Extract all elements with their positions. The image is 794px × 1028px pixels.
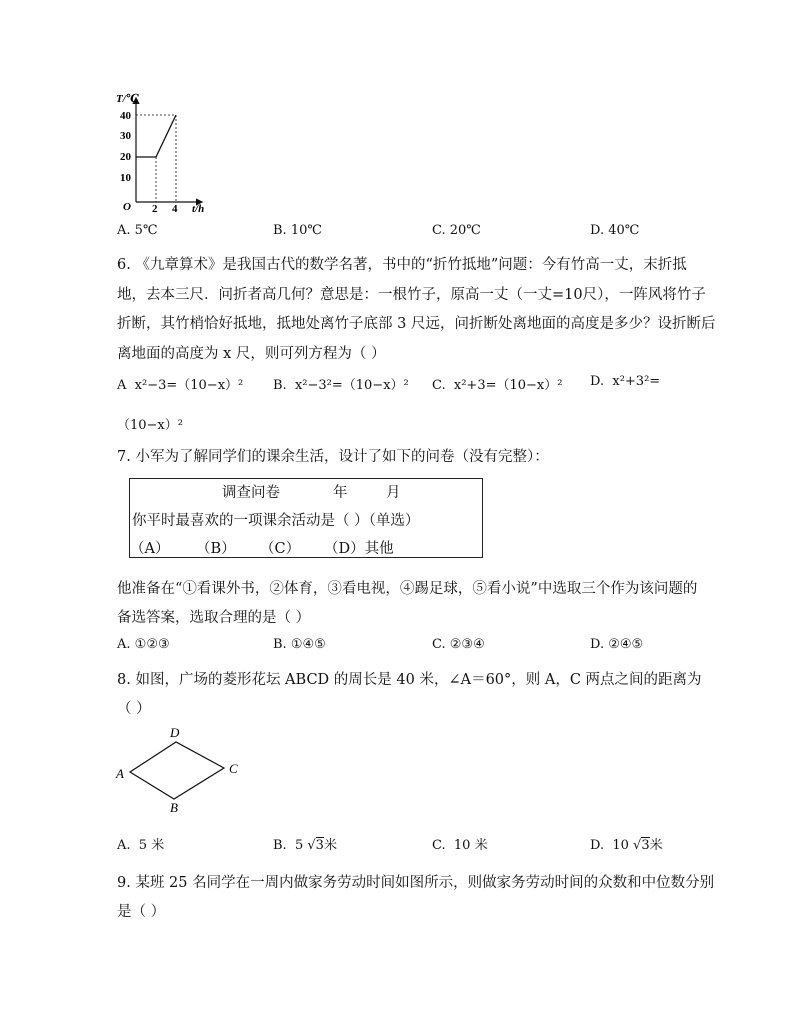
temperature-graph xyxy=(112,90,212,215)
q6-text: 地，去本三尺．问折者高几何？意思是：一根竹子，原高一丈（一丈=10尺），一阵风将竹子 xyxy=(117,287,706,303)
q8-option-c[interactable]: C. 10 米 xyxy=(432,838,488,853)
q8-option-b[interactable]: B. 5 √3米 xyxy=(273,838,337,853)
vertex-label-c: C xyxy=(229,761,238,776)
survey-choice: （A） xyxy=(130,541,170,557)
survey-choice: （D）其他 xyxy=(324,541,394,557)
q7-text: 他准备在“①看课外书，②体育，③看电视，④踢足球，⑤看小说”中选取三个作为该问题的 xyxy=(117,581,698,597)
origin-label: O xyxy=(123,201,131,213)
survey-month: 月 xyxy=(386,485,401,501)
survey-year: 年 xyxy=(333,485,348,501)
q5-option-a[interactable]: A. 5℃ xyxy=(117,223,158,238)
q5-option-b[interactable]: B. 10℃ xyxy=(273,223,322,238)
q5-option-c[interactable]: C. 20℃ xyxy=(432,223,481,238)
sqrt-icon: √ xyxy=(633,838,642,853)
q5-option-d[interactable]: D. 40℃ xyxy=(590,223,640,238)
q8-option-d[interactable]: D. 10 √3米 xyxy=(590,838,663,853)
q6-option-a[interactable]: A x²−3=（10−x）² xyxy=(117,378,244,393)
q8-text: 8. 如图，广场的菱形花坛 ABCD 的周长是 40 米，∠A＝60°，则 A，C 两点之间的距离为 xyxy=(117,672,702,688)
vertex-label-b: B xyxy=(170,800,178,815)
survey-choice: （B） xyxy=(196,541,236,557)
q8-text: （ ） xyxy=(117,701,151,717)
q6-option-d-continued: （10−x）² xyxy=(117,418,183,433)
temperature-line xyxy=(136,115,176,157)
vertex-label-a: A xyxy=(116,766,124,781)
q7-option-c[interactable]: C. ②③④ xyxy=(432,637,485,652)
x-axis-label: t/h xyxy=(192,203,205,215)
x-tick-label: 4 xyxy=(172,203,178,215)
q6-option-d[interactable]: D. x²+3²= xyxy=(590,374,661,389)
x-tick-label: 2 xyxy=(152,203,158,215)
q6-text: 6. 《九章算术》是我国古代的数学名著，书中的“折竹抵地”问题：今有竹高一丈，末折抵 xyxy=(117,257,687,273)
q7-option-d[interactable]: D. ②④⑤ xyxy=(590,637,644,652)
y-tick-label: 10 xyxy=(120,172,131,184)
sqrt-icon: √ xyxy=(307,838,316,853)
rhombus-figure xyxy=(112,724,252,818)
y-tick-label: 30 xyxy=(120,130,131,142)
rhombus xyxy=(130,742,224,799)
survey-question: 你平时最喜欢的一项课余活动是（ ）（单选） xyxy=(132,513,420,529)
q7-text: 备选答案，选取合理的是（ ） xyxy=(117,610,311,626)
q9-text: 9. 某班 25 名同学在一周内做家务劳动时间如图所示，则做家务劳动时间的众数和中位数分别 xyxy=(117,875,715,891)
q9-text: 是（ ） xyxy=(117,904,166,920)
vertex-label-d: D xyxy=(170,725,180,740)
q6-option-b[interactable]: B. x²−3²=（10−x）² xyxy=(273,378,409,393)
y-axis-label: T/℃ xyxy=(116,93,139,105)
q7-option-b[interactable]: B. ①④⑤ xyxy=(273,637,326,652)
survey-box xyxy=(129,478,483,558)
y-tick-label: 20 xyxy=(120,151,131,163)
q8-option-a[interactable]: A. 5 米 xyxy=(117,838,165,853)
survey-choice: （C） xyxy=(260,541,301,557)
q6-text: 离地面的高度为 x 尺，则可列方程为（ ） xyxy=(117,346,386,362)
q6-text: 折断，其竹梢恰好抵地，抵地处离竹子底部 3 尺远，问折断处离地面的高度是多少？设折断后 xyxy=(117,316,716,332)
q7-option-a[interactable]: A. ①②③ xyxy=(117,637,170,652)
survey-title: 调查问卷 xyxy=(222,485,280,501)
y-tick-label: 40 xyxy=(120,110,131,122)
q7-text: 7. 小军为了解同学们的课余生活，设计了如下的问卷（没有完整）： xyxy=(117,449,549,465)
q6-option-c[interactable]: C. x²+3=（10−x）² xyxy=(432,378,563,393)
